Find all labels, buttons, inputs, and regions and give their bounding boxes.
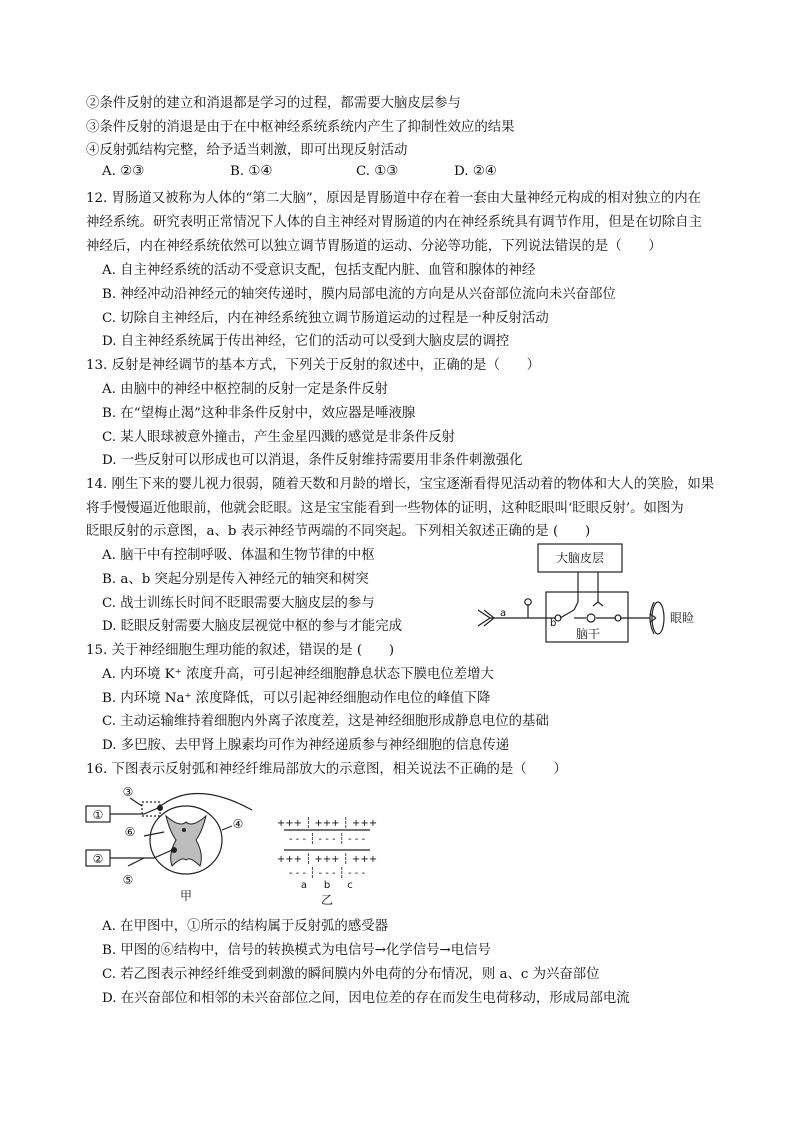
q11-option-b: B. ①④ bbox=[230, 164, 273, 179]
q12-stem-3: 神经后，内在神经系统依然可以独立调节胃肠道的运动、分泌等功能，下列说法错误的是（ ） bbox=[86, 239, 662, 254]
q13-stem: 13. 反射是神经调节的基本方式，下列关于反射的叙述中，正确的是（ ） bbox=[86, 358, 541, 373]
q14-stem-1: 14. 刚生下来的婴儿视力很弱，随着天数和月龄的增长，宝宝逐渐看得见活动着的物体和大人的笑脸，如果 bbox=[86, 477, 715, 492]
label-a: a bbox=[500, 608, 507, 619]
eyelid-label: 眼睑 bbox=[670, 611, 695, 625]
q15-option-d: D. 多巴胺、去甲肾上腺素均可作为神经递质参与神经细胞的信息传递 bbox=[102, 738, 510, 753]
q13-option-a: A. 由脑中的神经中枢控制的反射一定是条件反射 bbox=[102, 382, 388, 397]
q11-option-a: A. ②③ bbox=[102, 164, 145, 179]
fiber-label-b: b bbox=[323, 880, 331, 891]
q14-option-d: D. 眨眼反射需要大脑皮层视觉中枢的参与才能完成 bbox=[102, 619, 402, 634]
label-3: ③ bbox=[122, 785, 134, 799]
fiber-label-a: a bbox=[300, 880, 308, 891]
q12-stem-1: 12. 胃肠道又被称为人体的“第二大脑”，原因是胃肠道中存在着一套由大量神经元构成的相对独立的内在 bbox=[86, 191, 702, 206]
q15-option-b: B. 内环境 Na⁺ 浓度降低，可以引起神经细胞动作电位的峰值下降 bbox=[102, 691, 491, 706]
q12-option-d: D. 自主神经系统属于传出神经，它们的活动可以受到大脑皮层的调控 bbox=[102, 334, 510, 349]
q12-option-a: A. 自主神经系统的活动不受意识支配，包括支配内脏、血管和腺体的神经 bbox=[102, 263, 536, 278]
q14-option-a: A. 脑干中有控制呼吸、体温和生物节律的中枢 bbox=[102, 548, 375, 563]
q15-stem: 15. 关于神经细胞生理功能的叙述，错误的是 ( ) bbox=[86, 643, 395, 658]
q14-stem-3: 眨眼反射的示意图，a、b 表示神经节两端的不同突起。下列相关叙述正确的是 ( ) bbox=[86, 524, 591, 539]
label-effector: ② bbox=[92, 852, 104, 866]
caption-yi: 乙 bbox=[320, 893, 334, 907]
brainstem-label: 脑干 bbox=[575, 627, 601, 641]
q16-option-b: B. 甲图的⑥结构中，信号的转换模式为电信号→化学信号→电信号 bbox=[102, 943, 491, 958]
q14-stem-2: 将手慢慢逼近他眼前，他就会眨眼。这是宝宝能看到一些物体的证明，这种眨眼叫‘眨眼反射’。如图为 bbox=[86, 501, 684, 516]
q16-option-a: A. 在甲图中，①所示的结构属于反射弧的感受器 bbox=[102, 919, 388, 934]
label-4: ④ bbox=[232, 817, 244, 831]
fiber-label-c: c bbox=[347, 880, 353, 891]
label-6: ⑥ bbox=[124, 825, 136, 839]
q14-option-b: B. a、b 突起分别是传入神经元的轴突和树突 bbox=[102, 572, 369, 587]
q11-options bbox=[102, 164, 582, 184]
q12-option-c: C. 切除自主神经后，内在神经系统独立调节肠道运动的过程是一种反射活动 bbox=[102, 311, 549, 326]
q11-option-c: C. ①③ bbox=[356, 164, 399, 179]
q13-option-d: D. 一些反射可以形成也可以消退，条件反射维持需要用非条件刺激强化 bbox=[102, 453, 523, 468]
q14-option-c: C. 战士训练长时间不眨眼需要大脑皮层的参与 bbox=[102, 596, 375, 611]
q12-stem-2: 神经系统。研究表明正常情况下人体的自主神经对胃肠道的内在神经系统具有调节作用，但是在切除自主 bbox=[86, 215, 702, 230]
q16-option-c: C. 若乙图表示神经纤维受到刺激的瞬间膜内外电荷的分布情况，则 a、c 为兴奋部位 bbox=[102, 967, 600, 982]
q15-option-a: A. 内环境 K⁺ 浓度升高，可引起神经细胞静息状态下膜电位差增大 bbox=[102, 667, 494, 682]
fiber-inner-top-charges: - - - ┆ - - - ┆ - - - bbox=[288, 834, 366, 845]
q13-option-c: C. 某人眼球被意外撞击，产生金星四溅的感觉是非条件反射 bbox=[102, 430, 456, 445]
label-receptor: ① bbox=[92, 808, 104, 822]
fiber-top-charges: +++ ┆ +++ ┆ +++ bbox=[276, 818, 378, 829]
fiber-bottom-charges: - - - ┆ - - - ┆ - - - bbox=[288, 868, 366, 879]
q16-option-d: D. 在兴奋部位和相邻的未兴奋部位之间，因电位差的存在而发生电荷移动，形成局部电流 bbox=[102, 991, 630, 1006]
q16-stem: 16. 下图表示反射弧和神经纤维局部放大的示意图，相关说法不正确的是（ ） bbox=[86, 762, 567, 777]
q11-option-d: D. ②④ bbox=[454, 164, 497, 179]
q15-option-c: C. 主动运输维持着细胞内外离子浓度差，这是神经细胞形成静息电位的基础 bbox=[102, 714, 549, 729]
label-5: ⑤ bbox=[122, 873, 134, 887]
reflex-arc-and-fiber-diagram bbox=[84, 784, 384, 912]
caption-jia: 甲 bbox=[179, 889, 193, 903]
blink-reflex-diagram bbox=[478, 540, 728, 650]
q11-statement-4: ④反射弧结构完整，给予适当刺激，即可出现反射活动 bbox=[86, 143, 408, 158]
fiber-inner-bottom-charges: +++ ┆ +++ ┆ +++ bbox=[276, 854, 378, 865]
cortex-label: 大脑皮层 bbox=[555, 551, 605, 565]
label-b: b bbox=[550, 618, 557, 629]
q11-statement-2: ②条件反射的建立和消退都是学习的过程，都需要大脑皮层参与 bbox=[86, 96, 461, 111]
q12-option-b: B. 神经冲动沿神经元的轴突传递时，膜内局部电流的方向是从兴奋部位流向未兴奋部位 bbox=[102, 287, 616, 302]
q11-statement-3: ③条件反射的消退是由于在中枢神经系统系统内产生了抑制性效应的结果 bbox=[86, 120, 515, 135]
q13-option-b: B. 在“望梅止渴”这种非条件反射中，效应器是唾液腺 bbox=[102, 406, 416, 421]
